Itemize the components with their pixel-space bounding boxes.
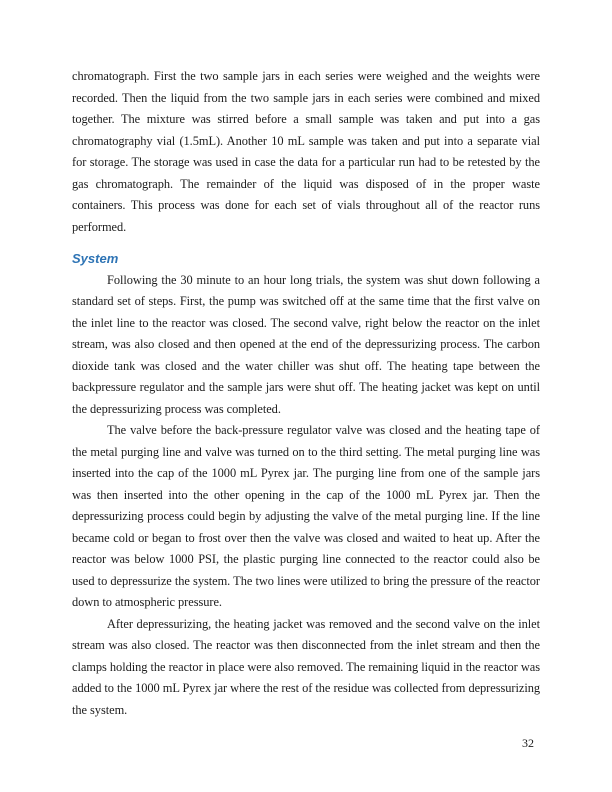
page-footer: [72, 736, 534, 750]
section-heading-system: System: [72, 251, 119, 266]
body-paragraph: The valve before the back-pressure regulator valve was closed and the heating tape of the metal purging line and valve was turned on to the third setting. The metal purging line was inserted into the cap of the 1000 mL Pyrex jar. The purging line from one of the sample jars was then inserted into the other opening in the cap of the 1000 mL Pyrex jar. Then the depressurizing process could begin by adjusting the valve of the metal purging line. If the line became cold or began to frost over then the valve was closed and waited to heat up. After the reactor was below 1000 PSI, the plastic purging line connected to the reactor could also be used to depressurize the system. The two lines were utilized to bring the pressure of the reactor down to atmospheric pressure.: [72, 423, 540, 609]
body-paragraph-continuation: chromatograph. First the two sample jars in each series were weighed and the weights were recorded. Then the liquid from the two sample jars in each series were combined and mixed together. The mixture was stirred before a small sample was taken and put into a gas chromatography vial (1.5mL). Another 10 mL sample was taken and put into a separate vial for storage. The storage was used in case the data for a particular run had to be retested by the gas chromatograph. The remainder of the liquid was disposed of in the proper waste containers. This process was done for each set of vials throughout all of the reactor runs performed.: [72, 69, 540, 234]
body-paragraph: After depressurizing, the heating jacket was removed and the second valve on the inlet stream was also closed. The reactor was then disconnected from the inlet stream and then the clamps holding the reactor in place were also removed. The remaining liquid in the reactor was added to the 1000 mL Pyrex jar where the rest of the residue was collected from depressurizing the system.: [72, 616, 540, 717]
body-paragraph: Following the 30 minute to an hour long trials, the system was shut down following a standard set of steps. First, the pump was switched off at the same time that the first valve on the inlet line to the reactor was closed. The second valve, right below the reactor on the inlet stream, was also closed and then opened at the end of the depressurizing process. The carbon dioxide tank was closed and the water chiller was shut off. The heating tape between the backpressure regulator and the sample jars were shut off. The heating jacket was kept on until the depressurizing process was completed.: [72, 272, 540, 416]
page-number: 32: [522, 736, 534, 750]
page-content: [72, 66, 540, 721]
